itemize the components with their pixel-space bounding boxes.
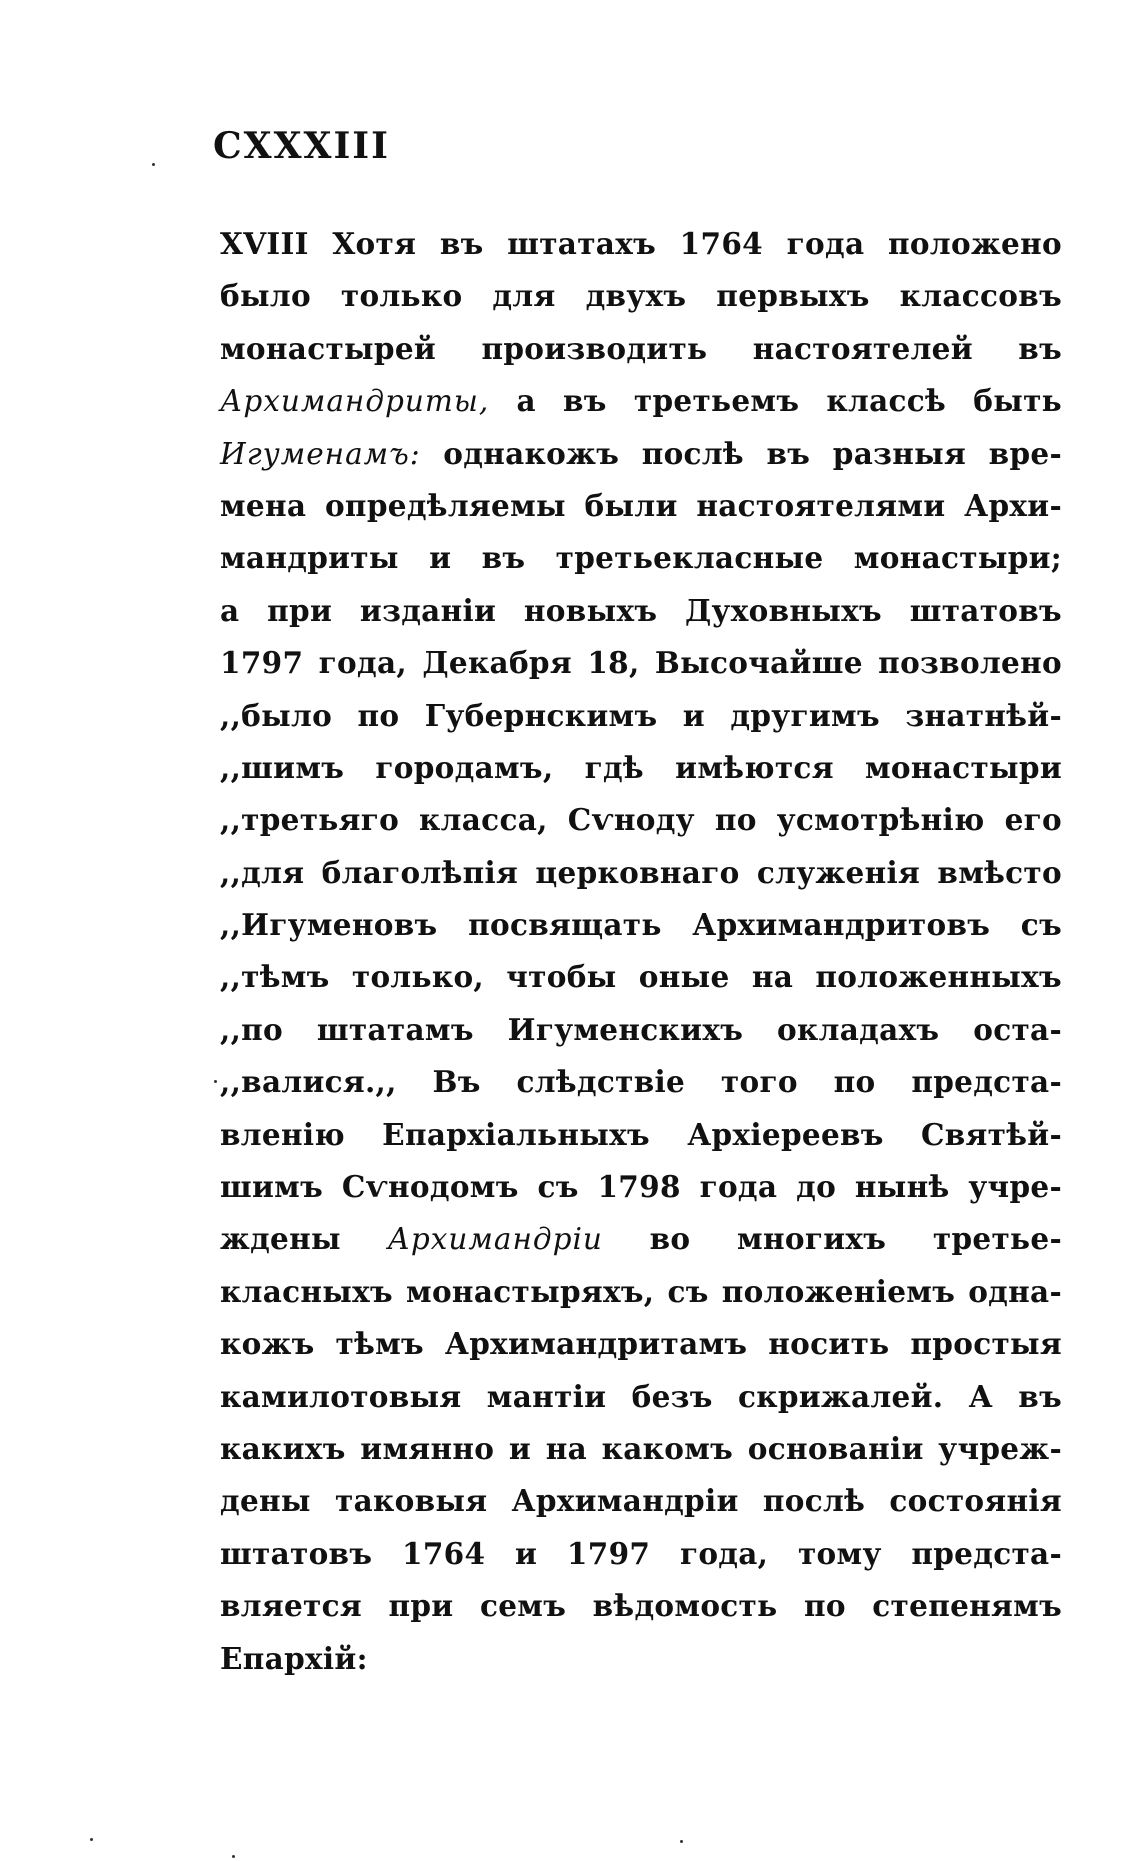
text-span: мена опредѣляемы были настоятелями Архи- xyxy=(220,487,1062,523)
text-line xyxy=(220,1109,1062,1161)
text-line xyxy=(220,218,1062,270)
page-number: CXXXIII xyxy=(213,125,390,167)
text-line xyxy=(220,742,1062,794)
text-span: ,,тѣмъ только, чтобы оные на положенныхъ xyxy=(220,959,1062,995)
text-span: а при изданіи новыхъ Духовныхъ штатовъ xyxy=(220,592,1062,628)
text-span: класныхъ монастыряхъ, съ положеніемъ одна- xyxy=(220,1273,1062,1309)
text-span: штатовъ 1764 и 1797 года, тому предста- xyxy=(220,1535,1062,1571)
text-line xyxy=(220,794,1062,846)
text-span: ,,для благолѣпія церковнаго служенія вмѣсто xyxy=(220,854,1062,890)
text-span: шимъ Сѵнодомъ съ 1798 года до нынѣ учре- xyxy=(220,1169,1062,1205)
text-span: однакожъ послѣ въ разныя вре- xyxy=(420,435,1062,471)
text-line xyxy=(220,1371,1062,1423)
text-span: ждены xyxy=(220,1221,388,1257)
text-span: ,,третьяго класса, Сѵноду по усмотрѣнію его xyxy=(220,802,1062,838)
italic-term: Архимандриты, xyxy=(220,384,490,419)
text-line xyxy=(220,1528,1062,1580)
text-line xyxy=(220,1475,1062,1527)
paragraph-text xyxy=(220,218,1062,1685)
text-line xyxy=(220,690,1062,742)
text-line xyxy=(220,480,1062,532)
print-speck xyxy=(232,1855,235,1858)
text-line xyxy=(220,532,1062,584)
text-line xyxy=(220,1423,1062,1475)
text-line xyxy=(220,1318,1062,1370)
print-speck xyxy=(680,1840,683,1843)
text-line xyxy=(220,375,1062,427)
text-span: Епархій: xyxy=(220,1640,368,1676)
text-span: 1797 года, Декабря 18, Высочайше позволено xyxy=(220,645,1062,681)
text-line xyxy=(220,1004,1062,1056)
text-span: монастырей производить настоятелей въ xyxy=(220,330,1062,366)
text-span: дены таковыя Архимандріи послѣ состоянія xyxy=(220,1483,1062,1519)
print-speck xyxy=(214,1080,217,1083)
text-line xyxy=(220,1633,1062,1685)
text-line xyxy=(220,1580,1062,1632)
text-line xyxy=(220,899,1062,951)
text-span: ,,валися.,, Въ слѣдствіе того по предста- xyxy=(220,1064,1062,1100)
print-speck xyxy=(90,1838,93,1841)
text-span: ,,было по Губернскимъ и другимъ знатнѣй- xyxy=(220,697,1062,733)
text-line xyxy=(220,1161,1062,1213)
text-span: XVIII Хотя въ штатахъ 1764 года положено xyxy=(220,226,1062,261)
text-line xyxy=(220,951,1062,1003)
text-line xyxy=(220,1056,1062,1108)
text-span: кожъ тѣмъ Архимандритамъ носить простыя xyxy=(220,1326,1062,1362)
text-span: было только для двухъ первыхъ классовъ xyxy=(220,278,1062,314)
text-line xyxy=(220,1213,1062,1265)
text-span: камилотовыя мантіи безъ скрижалей. А въ xyxy=(220,1378,1062,1414)
text-span: мандриты и въ третьекласные монастыри; xyxy=(220,540,1062,576)
text-line xyxy=(220,323,1062,375)
text-line xyxy=(220,847,1062,899)
text-span: вляется при семъ вѣдомость по степенямъ xyxy=(220,1588,1062,1624)
text-line xyxy=(220,637,1062,689)
text-span: ,,шимъ городамъ, гдѣ имѣются монастыри xyxy=(220,749,1062,785)
text-span: а въ третьемъ классѣ быть xyxy=(489,383,1062,419)
text-line xyxy=(220,1266,1062,1318)
text-span: вленію Епархіальныхъ Архіереевъ Святѣй- xyxy=(220,1116,1062,1152)
italic-term: Игуменамъ: xyxy=(220,436,421,471)
text-line xyxy=(220,270,1062,322)
text-line xyxy=(220,585,1062,637)
text-span: какихъ имянно и на какомъ основаніи учреж- xyxy=(220,1430,1062,1466)
text-line xyxy=(220,428,1062,480)
text-span: ,,по штатамъ Игуменскихъ окладахъ оста- xyxy=(220,1011,1062,1047)
text-span: во многихъ третье- xyxy=(602,1221,1062,1257)
italic-term: Архимандріи xyxy=(387,1222,603,1257)
text-span: ,,Игуменовъ посвящать Архимандритовъ съ xyxy=(220,907,1062,943)
print-speck xyxy=(152,163,155,166)
